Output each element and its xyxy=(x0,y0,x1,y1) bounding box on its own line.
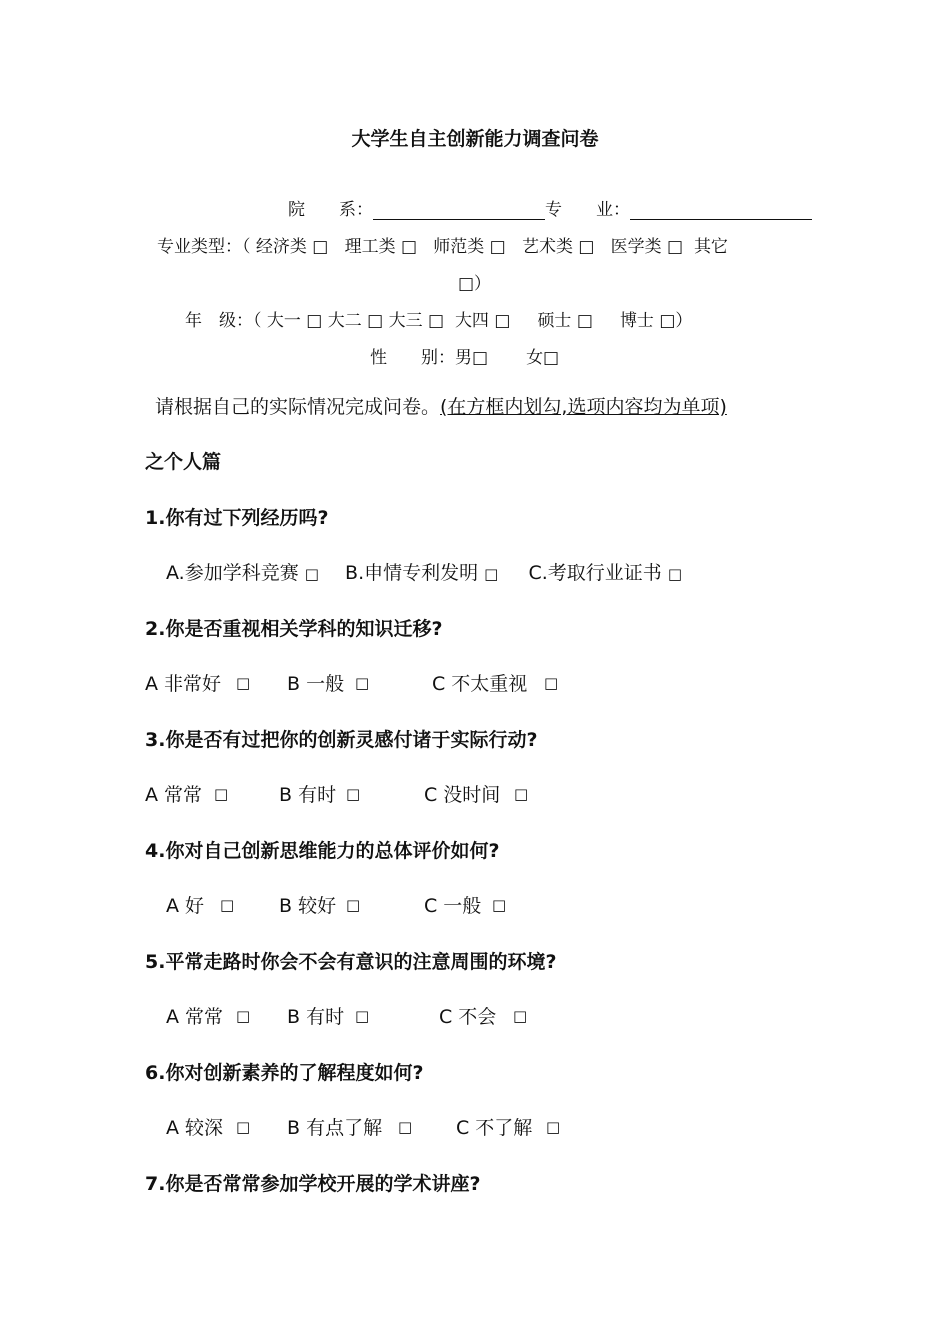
gender-male[interactable]: 男□ xyxy=(455,348,489,368)
option-label: B 有点了解 xyxy=(287,1117,383,1139)
option-label: C.考取行业证书 xyxy=(528,562,662,584)
option-label: B 一般 xyxy=(287,673,345,695)
option-label: A 较深 xyxy=(166,1117,224,1139)
major-type-tail[interactable]: □） xyxy=(458,274,492,294)
grade-row xyxy=(185,306,692,331)
major-type-option[interactable]: 理工类 □ xyxy=(344,237,418,257)
major-type-row xyxy=(157,232,728,257)
question-text: 5.平常走路时你会不会有意识的注意周围的环境? xyxy=(145,951,557,973)
question-text: 1.你有过下列经历吗? xyxy=(145,507,329,529)
option-label: C 不了解 xyxy=(456,1117,533,1139)
grade-option[interactable]: 大二 □ xyxy=(327,311,384,331)
gender-female[interactable]: 女□ xyxy=(526,348,560,368)
major-type-option[interactable]: 艺术类 □ xyxy=(521,237,595,257)
option-label: B.申情专利发明 xyxy=(345,562,479,584)
option-label: B 较好 xyxy=(279,895,337,917)
checkbox[interactable]: □ xyxy=(214,785,229,803)
checkbox[interactable]: □ xyxy=(514,785,529,803)
checkbox[interactable]: □ xyxy=(346,785,361,803)
checkbox[interactable]: □ xyxy=(546,1118,561,1136)
option-row xyxy=(166,558,682,585)
major-type-option[interactable]: 医学类 □ xyxy=(610,237,684,257)
major-blank[interactable] xyxy=(630,197,812,220)
checkbox[interactable]: □ xyxy=(667,565,682,583)
major-type-option[interactable]: 经济类 □ xyxy=(255,237,329,257)
checkbox[interactable]: □ xyxy=(492,896,507,914)
instruction-note: (在方框内划勾,选项内容均为单项) xyxy=(440,396,727,418)
gender-row xyxy=(370,343,559,368)
option-label: C 没时间 xyxy=(424,784,501,806)
grade-option[interactable]: 大三 □ xyxy=(388,311,445,331)
major-type-label: 专业类型：（ xyxy=(157,237,251,257)
question-text: 7.你是否常常参加学校开展的学术讲座? xyxy=(145,1173,481,1195)
option-label: A.参加学科竞赛 xyxy=(166,562,299,584)
question-text: 6.你对创新素养的了解程度如何? xyxy=(145,1062,424,1084)
major-label: 专 业： xyxy=(545,200,630,220)
option-label: A 好 xyxy=(166,895,205,917)
checkbox[interactable]: □ xyxy=(236,1007,251,1025)
option-label: C 一般 xyxy=(424,895,482,917)
dept-row xyxy=(288,195,812,220)
checkbox[interactable]: □ xyxy=(346,896,361,914)
question-text: 3.你是否有过把你的创新灵感付诸于实际行动? xyxy=(145,729,538,751)
major-type-option[interactable]: 师范类 □ xyxy=(433,237,506,257)
checkbox[interactable]: □ xyxy=(355,1007,370,1025)
option-label: C 不会 xyxy=(439,1006,497,1028)
grade-option[interactable]: 硕士 □ xyxy=(537,311,593,331)
checkbox[interactable]: □ xyxy=(355,674,370,692)
option-label: C 不太重视 xyxy=(432,673,528,695)
checkbox[interactable]: □ xyxy=(236,1118,251,1136)
instruction-text: 请根据自己的实际情况完成问卷。 xyxy=(155,396,441,418)
checkbox[interactable]: □ xyxy=(304,565,319,583)
grade-option[interactable]: 大一 □ xyxy=(266,311,323,331)
option-label: A 非常好 xyxy=(145,673,222,695)
dept-label: 院 系： xyxy=(288,200,373,220)
checkbox[interactable]: □ xyxy=(236,674,251,692)
question-text: 4.你对自己创新思维能力的总体评价如何? xyxy=(145,840,500,862)
question-text: 2.你是否重视相关学科的知识迁移? xyxy=(145,618,443,640)
instruction xyxy=(155,392,727,419)
page-title: 大学生自主创新能力调查问卷 xyxy=(351,128,599,150)
checkbox[interactable]: □ xyxy=(398,1118,413,1136)
option-label: B 有时 xyxy=(287,1006,345,1028)
grade-label: 年 级：（ xyxy=(185,311,262,331)
grade-option[interactable]: 博士 □） xyxy=(619,311,693,331)
checkbox[interactable]: □ xyxy=(544,674,559,692)
checkbox[interactable]: □ xyxy=(220,896,235,914)
major-type-option[interactable]: 其它 xyxy=(693,237,728,257)
option-label: A 常常 xyxy=(166,1006,224,1028)
option-label: B 有时 xyxy=(279,784,337,806)
checkbox[interactable]: □ xyxy=(484,565,499,583)
checkbox[interactable]: □ xyxy=(513,1007,528,1025)
option-label: A 常常 xyxy=(145,784,203,806)
grade-option[interactable]: 大四 □ xyxy=(454,311,511,331)
dept-blank[interactable] xyxy=(373,197,545,220)
gender-label: 性 别： xyxy=(370,348,455,368)
section-title: 之个人篇 xyxy=(145,451,222,473)
